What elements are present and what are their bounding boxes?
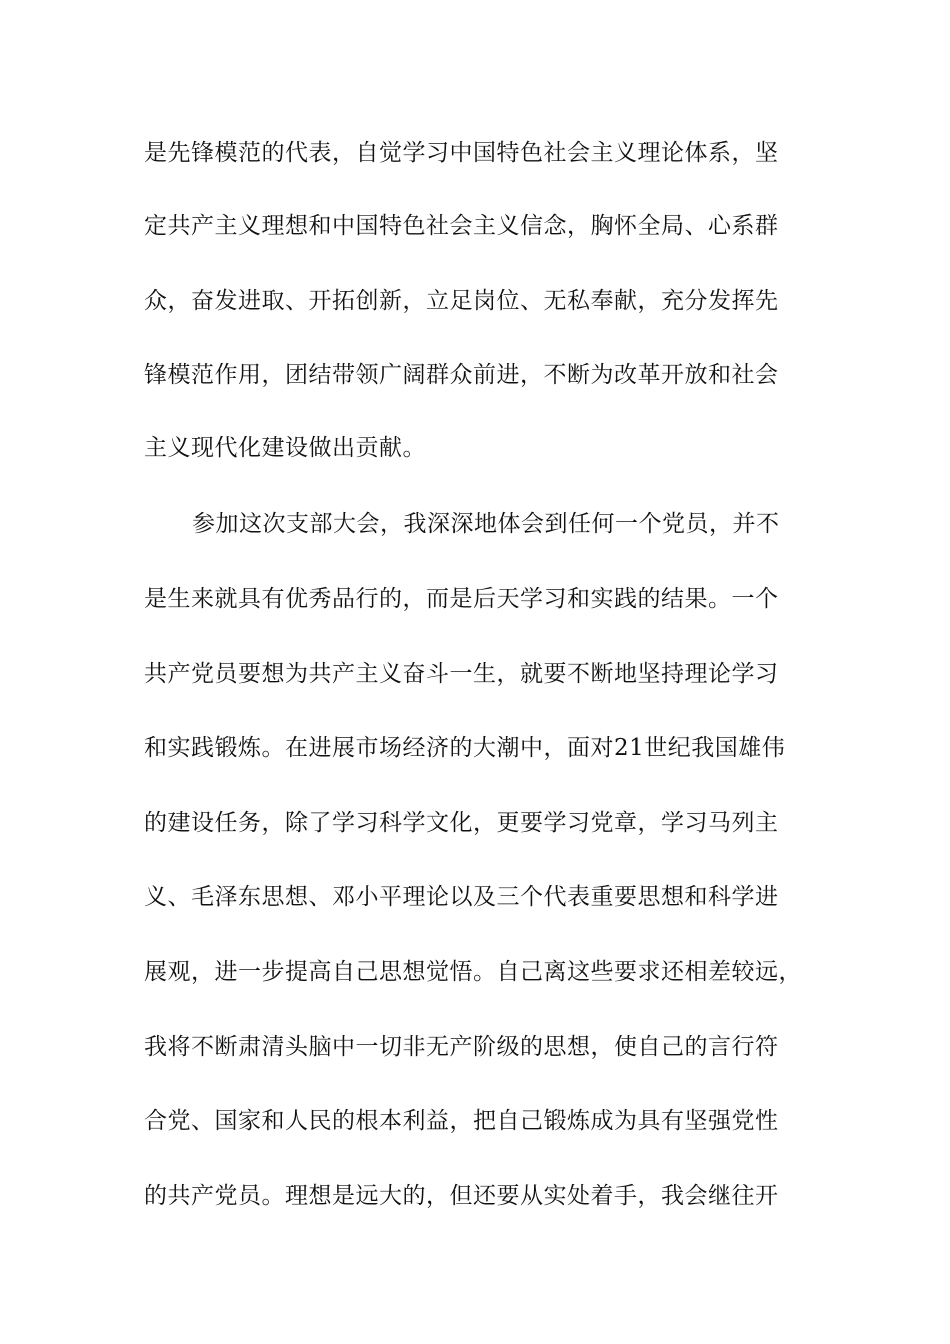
text-line: 和实践锻炼。在进展市场经济的大潮中，面对21世纪我国雄伟: [144, 735, 786, 761]
text-line: 的共产党员。理想是远大的，但还要从实处着手，我会继往开: [144, 1183, 779, 1209]
text-line: 是生来就具有优秀品行的，而是后天学习和实践的结果。一个: [144, 586, 779, 612]
text-line: 共产党员要想为共产主义奋斗一生，就要不断地坚持理论学习: [144, 661, 779, 687]
text-line: 主义现代化建设做出贡献。: [144, 435, 426, 461]
text-line: 义、毛泽东思想、邓小平理论以及三个代表重要思想和科学进: [144, 884, 779, 910]
text-line: 合党、国家和人民的根本利益，把自己锻炼成为具有坚强党性: [144, 1108, 779, 1134]
text-line: 的建设任务，除了学习科学文化，更要学习党章，学习马列主: [144, 810, 779, 836]
text-line: 定共产主义理想和中国特色社会主义信念，胸怀全局、心系群: [144, 213, 779, 239]
text-line: 众，奋发进取、开拓创新，立足岗位、无私奉献，充分发挥先: [144, 288, 779, 314]
text-line: 是先锋模范的代表，自觉学习中国特色社会主义理论体系，坚: [144, 140, 779, 166]
text-line: 展观，进一步提高自己思想觉悟。自己离这些要求还相差较远，: [144, 959, 802, 985]
text-line: 我将不断肃清头脑中一切非无产阶级的思想，使自己的言行符: [144, 1034, 779, 1060]
paragraph-first-line: 参加这次支部大会，我深深地体会到任何一个党员，并不: [192, 511, 780, 537]
text-line: 锋模范作用，团结带领广阔群众前进，不断为改革开放和社会: [144, 362, 779, 388]
